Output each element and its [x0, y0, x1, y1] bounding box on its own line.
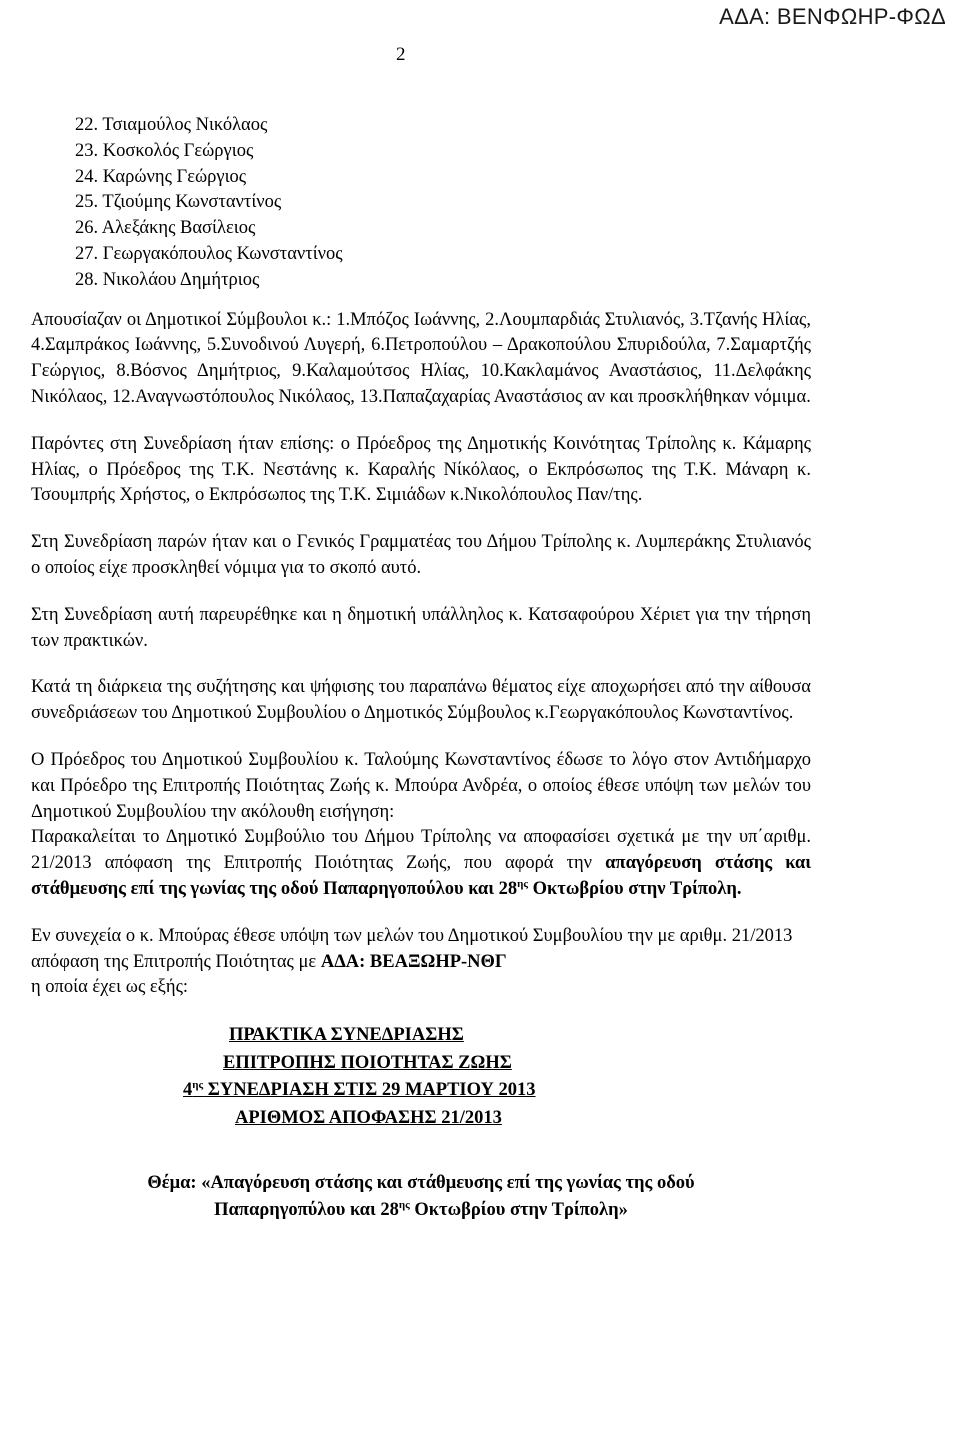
page-number: 2	[396, 44, 406, 65]
request-text: Παρακαλείται το Δημοτικό Συμβούλιο του Δήμου Τρίπολης να αποφασίσει σχετικά με την υπ΄αριθμ. 21/2013 απόφαση της Επιτροπής Ποιότητας Ζωής, που αφορά την	[31, 827, 811, 874]
theme-superscript: ης	[398, 1198, 410, 1211]
request-paragraph	[31, 825, 811, 902]
minutes-title-line: ΕΠΙΤΡΟΠΗΣ ΠΟΙΟΤΗΤΑΣ ΖΩΗΣ	[223, 1052, 512, 1073]
present-paragraph: Παρόντες στη Συνεδρίαση ήταν επίσης: ο Πρόεδρος της Δημοτικής Κοινότητας Τρίπολης κ. Κάμαρης Ηλίας, ο Πρόεδρος της Τ.Κ. Νεστάνης κ. Καραλής Νίκόλαος, ο Εκπρόσωπος της Τ.Κ. Μάναρη κ. Τσουμπρής Χρήστος, ο Εκπρόσωπος της Τ.Κ. Σιμιάδων κ.Νικολόπουλος Παν/της.	[31, 433, 811, 506]
list-item: 27. Γεωργακόπουλος Κωνσταντίνος	[75, 243, 343, 264]
request-superscript: ης	[517, 877, 529, 890]
theme-text-end: Οκτωβρίου στην Τρίπολη»	[409, 1200, 628, 1221]
theme-line: Θέμα: «Απαγόρευση στάσης και στάθμευσης επί της γωνίας της οδού	[147, 1173, 695, 1194]
request-bold-text: απαγόρευση στάσης και στάθμευσης επί της γωνίας της οδού Παπαρηγοπούλου και 28	[31, 853, 811, 899]
employee-paragraph: Στη Συνεδρίαση αυτή παρευρέθηκε και η δημοτική υπάλληλος κ. Κατσαφούρου Χέριετ για την τήρηση των πρακτικών.	[31, 604, 811, 651]
theme-text: Παπαρηγοπύλου και 28	[214, 1200, 399, 1221]
list-item: 28. Νικολάου Δημήτριος	[75, 269, 260, 290]
then-text-end: η οποία έχει ως εξής:	[31, 977, 189, 998]
then-paragraph	[31, 924, 811, 1001]
minutes-title-line	[183, 1077, 811, 1105]
minutes-title-number: 4	[183, 1080, 193, 1101]
minutes-title	[183, 1022, 811, 1132]
theme-line	[31, 1197, 811, 1224]
list-item: 22. Τσιαμούλος Νικόλαος	[75, 115, 268, 135]
list-item: 25. Τζιούμης Κωνσταντίνος	[75, 192, 282, 213]
document-body	[31, 113, 811, 1224]
theme-heading	[31, 1170, 811, 1224]
president-paragraph: Ο Πρόεδρος του Δημοτικού Συμβουλίου κ. Ταλούμης Κωνσταντίνος έδωσε το λόγο στον Αντιδήμαρχο και Πρόεδρο της Επιτροπής Ποιότητας Ζωής κ. Μπούρα Ανδρέα, ο οποίος έθεσε υπόψη των μελών του Δημοτικού Συμβουλίου την ακόλουθη εισήγηση:	[31, 749, 811, 822]
list-item: 23. Κοσκολός Γεώργιος	[75, 140, 254, 161]
minutes-title-line: ΠΡΑΚΤΙΚΑ ΣΥΝΕΔΡΙΑΣΗΣ	[229, 1025, 464, 1046]
minutes-title-text: ΣΥΝΕΔΡΙΑΣΗ ΣΤΙΣ 29 ΜΑΡΤΙΟΥ 2013	[203, 1080, 536, 1101]
list-item: 26. Αλεξάκης Βασίλειος	[75, 218, 256, 239]
then-ada-code: ΑΔΑ: ΒΕΑΞΩΗΡ-ΝΘΓ	[320, 951, 507, 972]
list-item: 24. Καρώνης Γεώργιος	[75, 166, 247, 187]
left-room-paragraph: Κατά τη διάρκεια της συζήτησης και ψήφισης του παραπάνω θέματος είχε αποχωρήσει από την αίθουσα συνεδριάσεων του Δημοτικού Συμβουλίου ο Δημοτικός Σύμβουλος κ.Γεωργακόπουλος Κωνσταντίνος.	[31, 677, 811, 724]
minutes-title-superscript: ης	[192, 1078, 204, 1091]
absent-paragraph: Απουσίαζαν οι Δημοτικοί Σύμβουλοι κ.: 1.Μπόζος Ιωάννης, 2.Λουμπαρδιάς Στυλιανός, 3.Τζανής Ηλίας, 4.Σαμπράκος Ιωάννης, 5.Συνοδινού Λυγερή, 6.Πετροπούλου – Δρακοπούλου Σπυριδούλα, 7.Σαμαρτζής Γεώργιος, 8.Βόσνος Δημήτριος, 9.Καλαμούτσος Ηλίας, 10.Κακλαμάνος Αναστάσιος, 11.Δελφάκης Νικόλαος, 12.Αναγνωστόπουλος Νικόλαος, 13.Παπαζαχαρίας Αναστάσιος αν και προσκλήθηκαν νόμιμα.	[31, 309, 811, 407]
secretary-paragraph: Στη Συνεδρίαση παρών ήταν και ο Γενικός Γραμματέας του Δήμου Τρίπολης κ. Λυμπεράκης Στυλιανός ο οποίος είχε προσκληθεί νόμιμα για το σκοπό αυτό.	[31, 532, 811, 578]
then-text: Εν συνεχεία ο κ. Μπούρας έθεσε υπόψη των μελών του Δημοτικού Συμβουλίου την με αριθμ. 21/2013 απόφαση της Επιτροπής Ποιότητας με	[31, 925, 793, 972]
minutes-title-line: ΑΡΙΘΜΟΣ ΑΠΟΦΑΣΗΣ 21/2013	[235, 1107, 502, 1128]
ada-code: ΑΔΑ: ΒΕΝΦΩΗΡ-ΦΩΔ	[719, 4, 946, 29]
members-list	[31, 113, 811, 294]
request-bold-end: Οκτωβρίου στην Τρίπολη.	[528, 878, 742, 899]
